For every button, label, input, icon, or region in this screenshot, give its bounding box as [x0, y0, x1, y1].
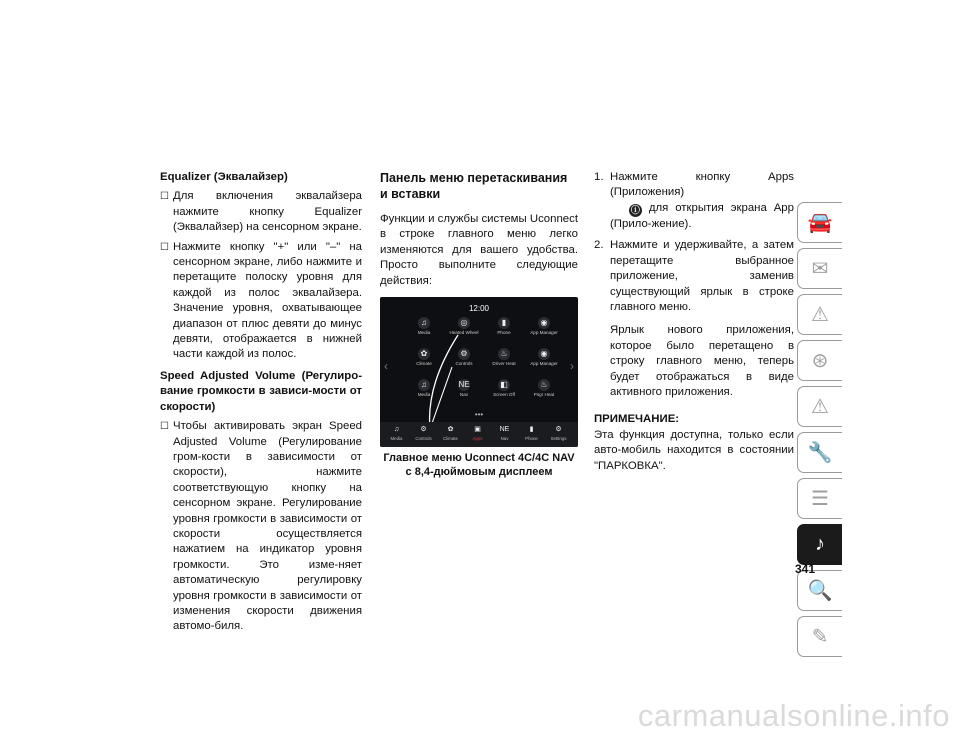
- steering-wheel-icon[interactable]: ⊛: [797, 340, 842, 381]
- app-tile-icon: ▮: [498, 317, 510, 329]
- step-subnote: Ярлык нового приложения, которое было перетащено в строку главного меню, теперь будет отображаться в виде активного приложения.: [610, 324, 794, 399]
- app-tile-label: Media: [417, 330, 431, 336]
- menu-bar-label: Phone: [525, 436, 538, 442]
- list-item: [594, 238, 794, 315]
- intro-paragraph: Функции и службы системы Uconnect в строке главного меню легко изменяются для вашего удобства. Просто выполните следующие действия:: [380, 213, 578, 287]
- car-info-icon[interactable]: 🚘: [797, 202, 842, 243]
- menu-bar-label: Nav: [500, 436, 509, 442]
- app-tile-icon: ◧: [498, 379, 510, 391]
- menu-bar-icon: ⚙: [555, 426, 562, 434]
- note-heading: ПРИМЕЧАНИЕ:: [594, 413, 680, 426]
- app-tile-icon: ✿: [418, 348, 430, 360]
- maintenance-checklist-icon[interactable]: ☰: [797, 478, 842, 519]
- app-tile-icon: ♫: [418, 379, 430, 391]
- step-text: Нажмите и удерживайте, а затем перетащите выбранное приложение, заменив существующий ярлык в строке главного меню.: [610, 239, 794, 314]
- menu-bar-item[interactable]: [492, 425, 517, 441]
- uconnect-screen-figure: [380, 297, 578, 447]
- tow-hazard-icon[interactable]: ⚠: [797, 386, 842, 427]
- language-icon[interactable]: ✎: [797, 616, 842, 657]
- app-tile-label: Screen Off: [493, 392, 515, 398]
- menu-bar-icon: ▮: [529, 426, 534, 434]
- step-text: [610, 170, 794, 232]
- column-right: [594, 170, 794, 474]
- menu-bar-item[interactable]: [411, 425, 436, 441]
- app-tile-label: Driver Heat: [492, 361, 516, 367]
- app-tile-label: Media: [417, 392, 431, 398]
- bullet-text: Нажмите кнопку "+" или "–" на сенсорном экране, либо нажмите и перетащите полоску уровня для каждой из полос эквалайзера. Значение уровня, охватывающее диапазон от плюс девяти до минус девяти, отображается в нижней части каждой из полос.: [173, 240, 362, 361]
- page-dots: •••: [474, 410, 484, 420]
- figure-caption: Главное меню Uconnect 4C/4C NAV с 8,4-дюймовым дисплеем: [383, 452, 575, 479]
- list-item: [160, 189, 362, 235]
- menu-bar-icon: ♫: [393, 426, 400, 434]
- menu-bar-item[interactable]: [384, 425, 409, 441]
- menu-bar-item[interactable]: [519, 425, 544, 441]
- app-tile-label: Psgr Heat: [533, 392, 555, 398]
- menu-bar-icon: ✿: [447, 426, 454, 434]
- menu-bar-item[interactable]: [438, 425, 463, 441]
- chevron-right-icon: ›: [570, 359, 574, 374]
- car-service-icon[interactable]: 🔧: [797, 432, 842, 473]
- equalizer-heading: Equalizer (Эквалайзер): [160, 171, 288, 183]
- app-tile-icon: ◉: [538, 317, 550, 329]
- note-text: Эта функция доступна, только если авто-мобиль находится в состоянии "ПАРКОВКА".: [594, 428, 794, 472]
- app-tile-icon: ◎: [458, 317, 470, 329]
- clock: 12:00: [468, 304, 490, 314]
- app-tile-label: App Manager: [530, 330, 558, 336]
- app-tile-label: Controls: [455, 361, 473, 367]
- dashboard-warning-icon[interactable]: ✉: [797, 248, 842, 289]
- chevron-left-icon: ‹: [384, 359, 388, 374]
- menu-bar-icon: ▣: [474, 426, 481, 434]
- app-tile-icon: NE: [458, 380, 470, 390]
- menu-bar-label: Climate: [443, 436, 458, 442]
- menu-bar-icon: NE: [499, 426, 510, 434]
- app-tile-icon: ⚙: [458, 348, 470, 360]
- app-tile-icon: ◉: [538, 348, 550, 360]
- airbag-safety-icon[interactable]: ⚠: [797, 294, 842, 335]
- menu-bar-label: Settings: [550, 436, 567, 442]
- app-tile-icon: ♨: [498, 348, 510, 360]
- column-left: [160, 170, 362, 639]
- list-item: [594, 170, 794, 232]
- app-tile-label: Phone: [497, 330, 511, 336]
- speed-volume-heading: Speed Adjusted Volume (Регулиро-вание громкости в зависи-мости от скорости): [160, 369, 362, 413]
- menu-bar-icon: ⚙: [420, 426, 427, 434]
- checkbox-bullet-icon: ☐: [160, 421, 169, 433]
- menu-bar-item[interactable]: [546, 425, 571, 441]
- watermark: carmanualsonline.info: [637, 698, 950, 733]
- index-search-icon[interactable]: 🔍: [797, 570, 842, 611]
- menu-bar-item[interactable]: [465, 425, 490, 441]
- menu-bar-label: Apps: [472, 436, 483, 442]
- app-tile-label: Heated Wheel: [449, 330, 479, 336]
- menu-bar-label: Media: [390, 436, 403, 442]
- checkbox-bullet-icon: ☐: [160, 191, 169, 203]
- step-number: 1.: [594, 171, 604, 183]
- main-menu-bar: [380, 422, 578, 447]
- multimedia-music-icon[interactable]: ♪: [797, 524, 842, 565]
- app-tile-label: Climate: [416, 361, 432, 367]
- list-item: [160, 240, 362, 363]
- checkbox-bullet-icon: ☐: [160, 241, 169, 253]
- app-tile-icon: ♨: [538, 379, 550, 391]
- bullet-text: Чтобы активировать экран Speed Adjusted Volume (Регулирование гром-кости в зависимости от скорости), нажмите соответствующую кнопку на сенсорном экране. Регулирование уровня громкости в зависимости от скорости осуществляется нажатием на индикатор уровня громкости. Это изме-няет автоматическую регулировку уровня громкости в зависимости от изменения скорости движения автомо-биля.: [173, 420, 362, 633]
- list-item: [160, 419, 362, 635]
- app-tile-label: App Manager: [530, 361, 558, 367]
- drag-drop-heading: Панель меню перетаскивания и вставки: [380, 171, 568, 201]
- menu-bar-label: Controls: [415, 436, 432, 442]
- step-number: 2.: [594, 239, 604, 252]
- step-text-part: для открытия экрана App (Прило-жение).: [610, 201, 794, 231]
- step-text-part: Нажмите кнопку Apps (Приложения): [610, 171, 794, 199]
- column-middle: [380, 170, 578, 479]
- page-number: 341: [795, 562, 816, 576]
- bullet-text: Для включения эквалайзера нажмите кнопку Equalizer (Эквалайзер) на сенсорном экране.: [173, 190, 362, 234]
- apps-icon: ⓘ: [629, 204, 642, 217]
- app-tile-icon: ♫: [418, 317, 430, 329]
- app-tile-label: Nav: [459, 392, 469, 398]
